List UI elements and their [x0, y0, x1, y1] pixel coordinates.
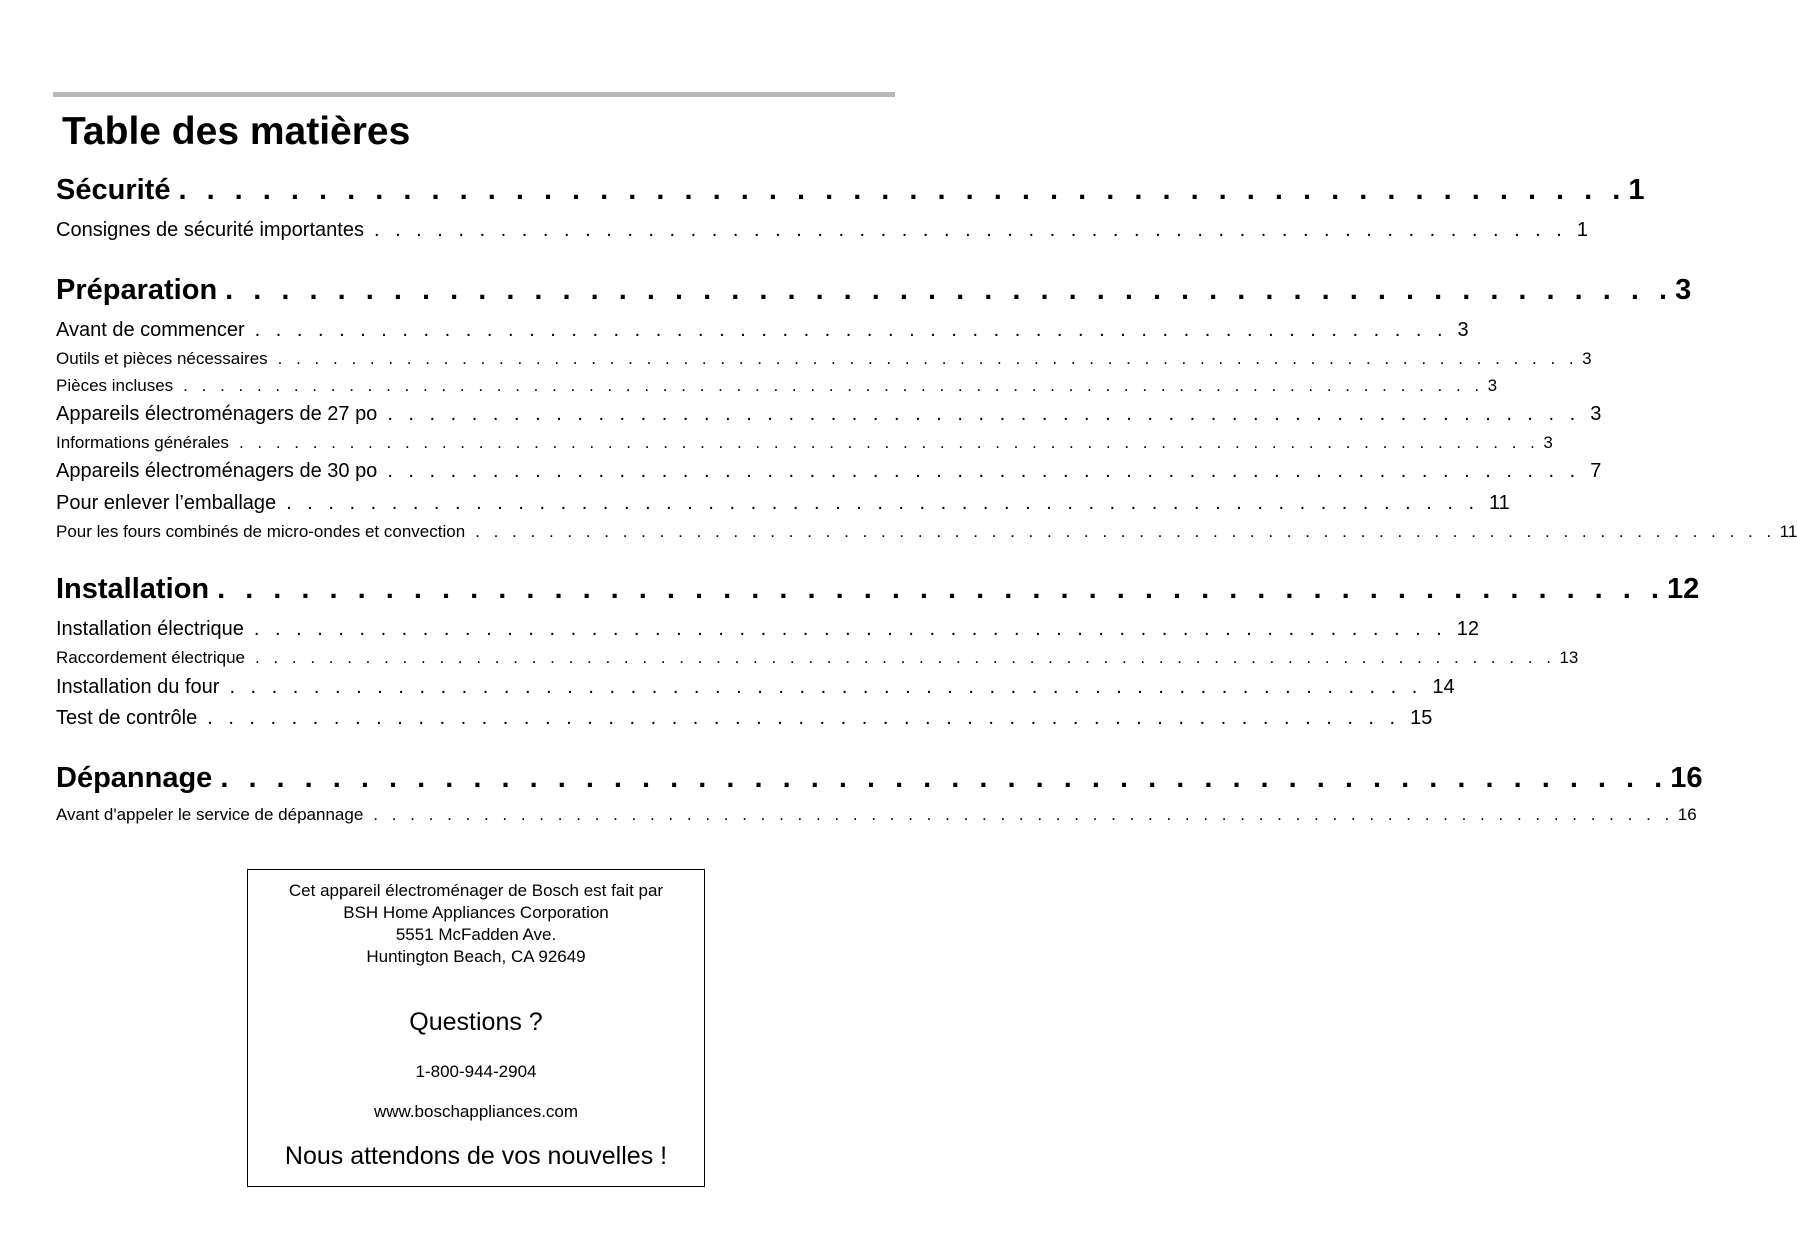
questions-heading: Questions ? — [409, 1008, 543, 1036]
toc-leader: . . . . . . . . . . . . . . . . . . . . . . . . . . . . . . . . . . . . . . . . . . . . . . . . . . . . . . . . . . . . . . . . . . . . . . . — [277, 349, 1579, 368]
address-line: Cet appareil électroménager de Bosch est fait par — [288, 881, 664, 900]
toc-entry-securite[interactable] — [56, 172, 1645, 208]
toc-leader: . . . . . . . . . . . . . . . . . . . . . . . . . . . . . . . . . . . . . . . . . . . . . . . . . . . . — [225, 274, 1674, 306]
toc-leader: . . . . . . . . . . . . . . . . . . . . . . . . . . . . . . . . . . . . . . . . . . . . . . . . . . . . . . . . . — [253, 618, 1447, 640]
toc-label: Pièces incluses — [56, 376, 174, 395]
toc-label: Avant d'appeler le service de dépannage — [56, 805, 364, 824]
toc-page-number: 3 — [1543, 433, 1553, 452]
toc-entry-installation-four[interactable] — [56, 674, 1455, 700]
toc-leader: . . . . . . . . . . . . . . . . . . . . . . . . . . . . . . . . . . . . . . . . . . . . . . . . . . . . . . . . . — [387, 403, 1581, 425]
contact-box — [247, 869, 705, 1187]
toc-entry-test-controle[interactable] — [56, 705, 1433, 731]
toc-label: Dépannage — [56, 762, 213, 794]
toc-entry-avant-appeler[interactable] — [56, 804, 1697, 826]
toc-leader: . . . . . . . . . . . . . . . . . . . . . . . . . . . . . . . . . . . . . . . . . . . . . . . . . . . . . . . . . . . . . . . . . . . . . . . — [373, 805, 1674, 824]
toc-page-number: 13 — [1559, 648, 1579, 667]
toc-label: Raccordement électrique — [56, 648, 245, 667]
toc-entry-depannage[interactable] — [56, 760, 1703, 796]
toc-label: Installation du four — [56, 676, 220, 698]
toc-label: Informations générales — [56, 433, 229, 452]
toc-entry-appareils-27[interactable] — [56, 401, 1602, 427]
toc-page-number: 11 — [1489, 492, 1510, 514]
toc-leader: . . . . . . . . . . . . . . . . . . . . . . . . . . . . . . . . . . . . . . . . . . . . . . . . . . . . — [220, 762, 1669, 794]
toc-leader: . . . . . . . . . . . . . . . . . . . . . . . . . . . . . . . . . . . . . . . . . . . . . . . . . . . . . . . . . . . . . . . . . . . . . . . — [254, 648, 1556, 667]
toc-leader: . . . . . . . . . . . . . . . . . . . . . . . . . . . . . . . . . . . . . . . . . . . . . . . . . . . . . . . . . — [207, 707, 1401, 729]
toc-page-number: 3 — [1590, 403, 1602, 425]
toc-page-number: 12 — [1666, 573, 1700, 605]
toc-leader: . . . . . . . . . . . . . . . . . . . . . . . . . . . . . . . . . . . . . . . . . . . . . . . . . . . . . . . . . . . . . . . . . . . . . . . — [238, 433, 1540, 452]
toc-page-number: 12 — [1456, 618, 1480, 640]
toc-page-number: 15 — [1410, 707, 1433, 729]
toc-entry-installation-electrique[interactable] — [56, 616, 1480, 642]
toc-page-number: 3 — [1582, 349, 1592, 368]
address-line: 5551 McFadden Ave. — [395, 925, 557, 944]
toc-leader: . . . . . . . . . . . . . . . . . . . . . . . . . . . . . . . . . . . . . . . . . . . . . . . . . . . . . . . . . — [254, 319, 1448, 341]
toc-page-number: 7 — [1590, 460, 1602, 482]
toc-entry-emballage[interactable] — [56, 490, 1510, 516]
toc-entry-raccordement[interactable] — [56, 647, 1579, 669]
toc-entry-preparation[interactable] — [56, 272, 1692, 308]
toc-page-number: 14 — [1432, 676, 1455, 698]
toc-page-number: 3 — [1457, 319, 1469, 341]
toc-label: Consignes de sécurité importantes — [56, 219, 364, 241]
toc-leader: . . . . . . . . . . . . . . . . . . . . . . . . . . . . . . . . . . . . . . . . . . . . . . . . . . . . . . . . . . . . . . . . . . . . . . . — [475, 522, 1776, 541]
page-title: Table des matières — [62, 110, 411, 153]
website-link[interactable]: www.boschappliances.com — [373, 1102, 579, 1121]
address-line: Huntington Beach, CA 92649 — [366, 947, 586, 966]
toc-leader: . . . . . . . . . . . . . . . . . . . . . . . . . . . . . . . . . . . . . . . . . . . . . . . . . . . . . . . . . . . . . . . . . . . . . . . — [183, 376, 1484, 395]
toc-leader: . . . . . . . . . . . . . . . . . . . . . . . . . . . . . . . . . . . . . . . . . . . . . . . . . . . . . . . . . — [286, 492, 1480, 514]
toc-label: Pour enlever l’emballage — [56, 492, 277, 514]
toc-page-number: 1 — [1628, 174, 1645, 206]
toc-label: Pour les fours combinés de micro-ondes et convection — [56, 522, 466, 541]
toc-leader: . . . . . . . . . . . . . . . . . . . . . . . . . . . . . . . . . . . . . . . . . . . . . . . . . . . . — [178, 174, 1627, 206]
toc-entry-avant-de-commencer[interactable] — [56, 317, 1469, 343]
toc-label: Avant de commencer — [56, 319, 245, 341]
toc-page-number: 3 — [1487, 376, 1498, 395]
toc-entry-informations[interactable] — [56, 432, 1553, 454]
toc-page-number: 16 — [1677, 805, 1697, 824]
toc-page-number: 3 — [1675, 274, 1692, 306]
top-rule — [53, 92, 895, 97]
toc-leader: . . . . . . . . . . . . . . . . . . . . . . . . . . . . . . . . . . . . . . . . . . . . . . . . . . . . . . . . . — [387, 460, 1581, 482]
toc-label: Sécurité — [56, 174, 171, 206]
toc-page-number: 1 — [1576, 219, 1588, 241]
closing-message: Nous attendons de vos nouvelles ! — [284, 1142, 668, 1170]
toc-label: Installation — [56, 573, 210, 605]
toc-entry-installation[interactable] — [56, 571, 1700, 607]
toc-label: Préparation — [56, 274, 218, 306]
phone-number[interactable]: 1-800-944-2904 — [415, 1062, 537, 1081]
toc-entry-appareils-30[interactable] — [56, 458, 1602, 484]
toc-label: Outils et pièces nécessaires — [56, 349, 268, 368]
toc-label: Appareils électroménagers de 27 po — [56, 403, 378, 425]
toc-label: Test de contrôle — [56, 707, 198, 729]
toc-entry-outils[interactable] — [56, 348, 1592, 370]
toc-entry-pieces-incluses[interactable] — [56, 375, 1498, 397]
toc-leader: . . . . . . . . . . . . . . . . . . . . . . . . . . . . . . . . . . . . . . . . . . . . . . . . . . . . . . . . . — [373, 219, 1567, 241]
toc-leader: . . . . . . . . . . . . . . . . . . . . . . . . . . . . . . . . . . . . . . . . . . . . . . . . . . . . . . . . . — [229, 676, 1423, 698]
toc-leader: . . . . . . . . . . . . . . . . . . . . . . . . . . . . . . . . . . . . . . . . . . . . . . . . . . . . — [217, 573, 1665, 605]
toc-label: Installation électrique — [56, 618, 244, 640]
toc-entry-fours-combines[interactable] — [56, 521, 1797, 543]
toc-page-number: 16 — [1670, 762, 1703, 794]
toc-label: Appareils électroménagers de 30 po — [56, 460, 378, 482]
address-line: BSH Home Appliances Corporation — [343, 903, 609, 922]
manufacturer-address — [248, 880, 704, 968]
toc-page-number: 11 — [1779, 522, 1797, 541]
toc-entry-consignes[interactable] — [56, 217, 1588, 243]
